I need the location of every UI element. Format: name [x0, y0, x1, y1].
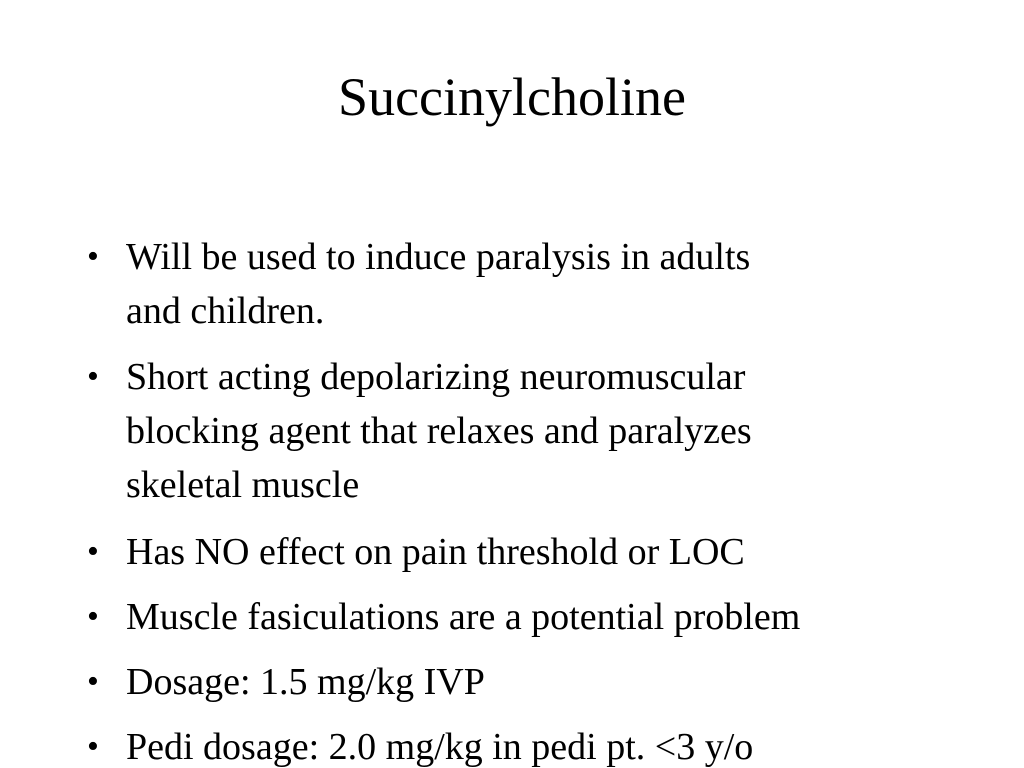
bullet-text [126, 230, 937, 338]
bullet-line: Short acting depolarizing neuromuscular [126, 356, 746, 398]
bullet-item-pedi-dosage [87, 720, 937, 768]
bullet-marker: • [87, 238, 99, 275]
bullet-item-mechanism [87, 350, 937, 512]
bullet-line: Will be used to induce paralysis in adults [126, 236, 751, 278]
bullet-item-paralysis-use [87, 230, 937, 338]
bullet-marker: • [87, 663, 99, 700]
bullet-item-fasciculations [87, 590, 937, 644]
bullet-text [126, 720, 937, 768]
bullet-marker: • [87, 358, 99, 395]
bullet-line: Muscle fasiculations are a potential problem [126, 596, 801, 638]
bullet-line: skeletal muscle [126, 464, 360, 506]
bullet-line: blocking agent that relaxes and paralyzes [126, 410, 752, 452]
bullet-line: Pedi dosage: 2.0 mg/kg in pedi pt. <3 y/o [126, 726, 754, 768]
bullet-marker: • [87, 728, 99, 765]
bullet-line: Dosage: 1.5 mg/kg IVP [126, 661, 485, 703]
bullet-marker: • [87, 533, 99, 570]
bullet-marker: • [87, 598, 99, 635]
bullet-line: Has NO effect on pain threshold or LOC [126, 531, 745, 573]
bullet-text [126, 350, 937, 512]
bullet-item-no-effect [87, 525, 937, 579]
bullet-text [126, 525, 937, 579]
slide-title: Succinylcholine [338, 67, 686, 127]
bullet-text [126, 655, 937, 709]
bullet-item-dosage [87, 655, 937, 709]
bullet-text [126, 590, 937, 644]
bullet-line: and children. [126, 290, 325, 332]
